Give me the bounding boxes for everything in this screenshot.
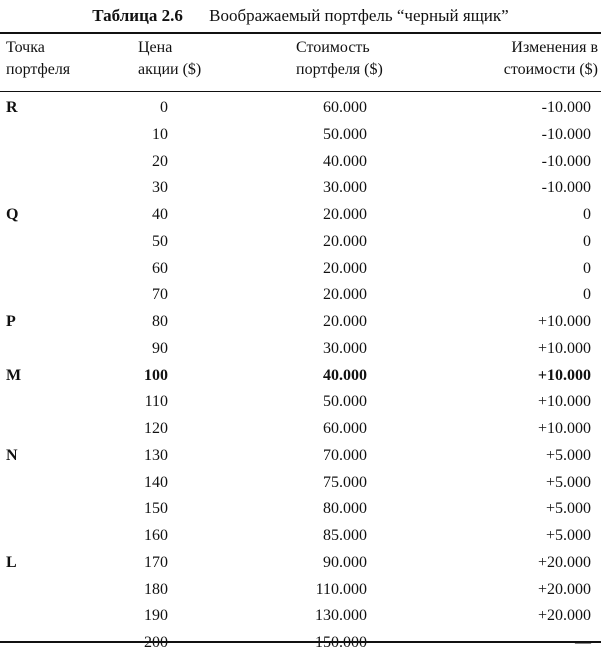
row-value: 60.000 xyxy=(323,99,367,116)
row-price: 110 xyxy=(144,393,168,411)
table-row xyxy=(0,122,601,149)
table-row xyxy=(0,443,601,470)
row-value: 20.000 xyxy=(323,286,367,304)
row-change xyxy=(575,630,591,657)
row-point: L xyxy=(6,553,17,571)
header-price xyxy=(138,37,201,81)
header-change-line-2: стоимости ($) xyxy=(503,61,598,78)
table-row xyxy=(0,630,601,657)
header-value-line-2: портфеля ($) xyxy=(296,61,383,78)
row-change: +20.000 xyxy=(537,607,591,625)
row-change: +10.000 xyxy=(537,313,591,330)
row-price xyxy=(144,630,168,657)
row-change: 0 xyxy=(583,206,591,223)
row-price: 170 xyxy=(144,553,168,571)
row-value: 80.000 xyxy=(323,500,367,518)
row-change: +5.000 xyxy=(545,473,591,491)
row-value: 90.000 xyxy=(323,553,367,571)
row-change: +20.000 xyxy=(537,553,591,571)
row-value: 20.000 xyxy=(323,232,367,250)
row-value xyxy=(315,630,367,657)
table-row xyxy=(0,149,601,176)
row-price: 40 xyxy=(152,206,168,223)
table-caption xyxy=(0,6,601,26)
row-value: 20.000 xyxy=(323,313,367,330)
row-price: 150 xyxy=(144,500,168,518)
row-price: 120 xyxy=(144,420,168,437)
row-change: +5.000 xyxy=(545,446,591,464)
table-row xyxy=(0,363,601,390)
row-point: Q xyxy=(6,206,19,223)
table-row xyxy=(0,229,601,256)
row-change: +5.000 xyxy=(545,527,591,544)
row-point: P xyxy=(6,313,16,330)
header-point-line-2: портфеля xyxy=(6,61,71,78)
row-change: -10.000 xyxy=(541,152,591,170)
table-header xyxy=(0,37,601,89)
table-row xyxy=(0,389,601,416)
row-value: 85.000 xyxy=(323,527,367,544)
row-price: 100 xyxy=(144,366,168,384)
row-price: 130 xyxy=(144,446,168,464)
table-row xyxy=(0,496,601,523)
row-price: 80 xyxy=(152,313,168,330)
row-price: 10 xyxy=(152,125,168,143)
table-row xyxy=(0,309,601,336)
row-value: 50.000 xyxy=(323,393,367,411)
header-point-line-1: Точка xyxy=(6,39,45,56)
header-price-line-2: акции ($) xyxy=(138,61,202,78)
row-change: +10.000 xyxy=(537,393,591,411)
row-price: 140 xyxy=(144,473,168,491)
row-point: R xyxy=(6,99,18,116)
row-change: +20.000 xyxy=(537,580,591,598)
table-row xyxy=(0,523,601,550)
row-value: 30.000 xyxy=(323,339,367,357)
row-price: 160 xyxy=(144,527,168,544)
row-change: +10.000 xyxy=(537,366,591,384)
header-change xyxy=(504,37,598,81)
row-change: +10.000 xyxy=(537,420,591,437)
row-change: -10.000 xyxy=(541,99,591,116)
row-change: 0 xyxy=(583,286,591,304)
row-price: 190 xyxy=(144,607,168,625)
row-price: 180 xyxy=(144,580,168,598)
table-row xyxy=(0,470,601,497)
row-price: 20 xyxy=(152,152,168,170)
row-value: 110.000 xyxy=(315,580,367,598)
bottom-rule xyxy=(0,641,601,643)
row-change: -10.000 xyxy=(541,125,591,143)
row-price: 60 xyxy=(152,259,168,277)
row-point: N xyxy=(6,446,18,464)
row-value: 20.000 xyxy=(323,206,367,223)
row-value: 40.000 xyxy=(323,152,367,170)
table-row xyxy=(0,336,601,363)
row-value: 20.000 xyxy=(323,259,367,277)
table-body xyxy=(0,95,601,657)
row-value: 30.000 xyxy=(323,179,367,197)
table-row xyxy=(0,282,601,309)
header-rule xyxy=(0,91,601,92)
table-row xyxy=(0,256,601,283)
row-value: 75.000 xyxy=(323,473,367,491)
header-value xyxy=(296,37,383,81)
row-value: 50.000 xyxy=(323,125,367,143)
row-price: 50 xyxy=(152,232,168,250)
table-row xyxy=(0,416,601,443)
table-row xyxy=(0,577,601,604)
row-change: -10.000 xyxy=(541,179,591,197)
header-price-line-1: Цена xyxy=(138,39,173,56)
top-rule xyxy=(0,32,601,34)
table-row xyxy=(0,603,601,630)
row-price: 90 xyxy=(152,339,168,357)
row-change: +5.000 xyxy=(545,500,591,518)
row-change: 0 xyxy=(583,259,591,277)
header-value-line-1: Стоимость xyxy=(296,39,370,56)
table-row xyxy=(0,202,601,229)
row-change: 0 xyxy=(583,232,591,250)
row-price: 30 xyxy=(152,179,168,197)
row-value: 70.000 xyxy=(323,446,367,464)
table-row xyxy=(0,175,601,202)
table-row xyxy=(0,550,601,577)
row-price: 70 xyxy=(152,286,168,304)
row-price: 0 xyxy=(160,99,168,116)
table-title: Воображаемый портфель “черный ящик” xyxy=(209,6,509,25)
row-point: M xyxy=(6,366,22,384)
row-value: 60.000 xyxy=(323,420,367,437)
row-value: 130.000 xyxy=(315,607,367,625)
row-value: 40.000 xyxy=(323,366,367,384)
row-change: +10.000 xyxy=(537,339,591,357)
table-number: Таблица 2.6 xyxy=(92,6,183,25)
table-row xyxy=(0,95,601,122)
header-point xyxy=(6,37,70,81)
header-change-line-1: Изменения в xyxy=(511,39,598,56)
